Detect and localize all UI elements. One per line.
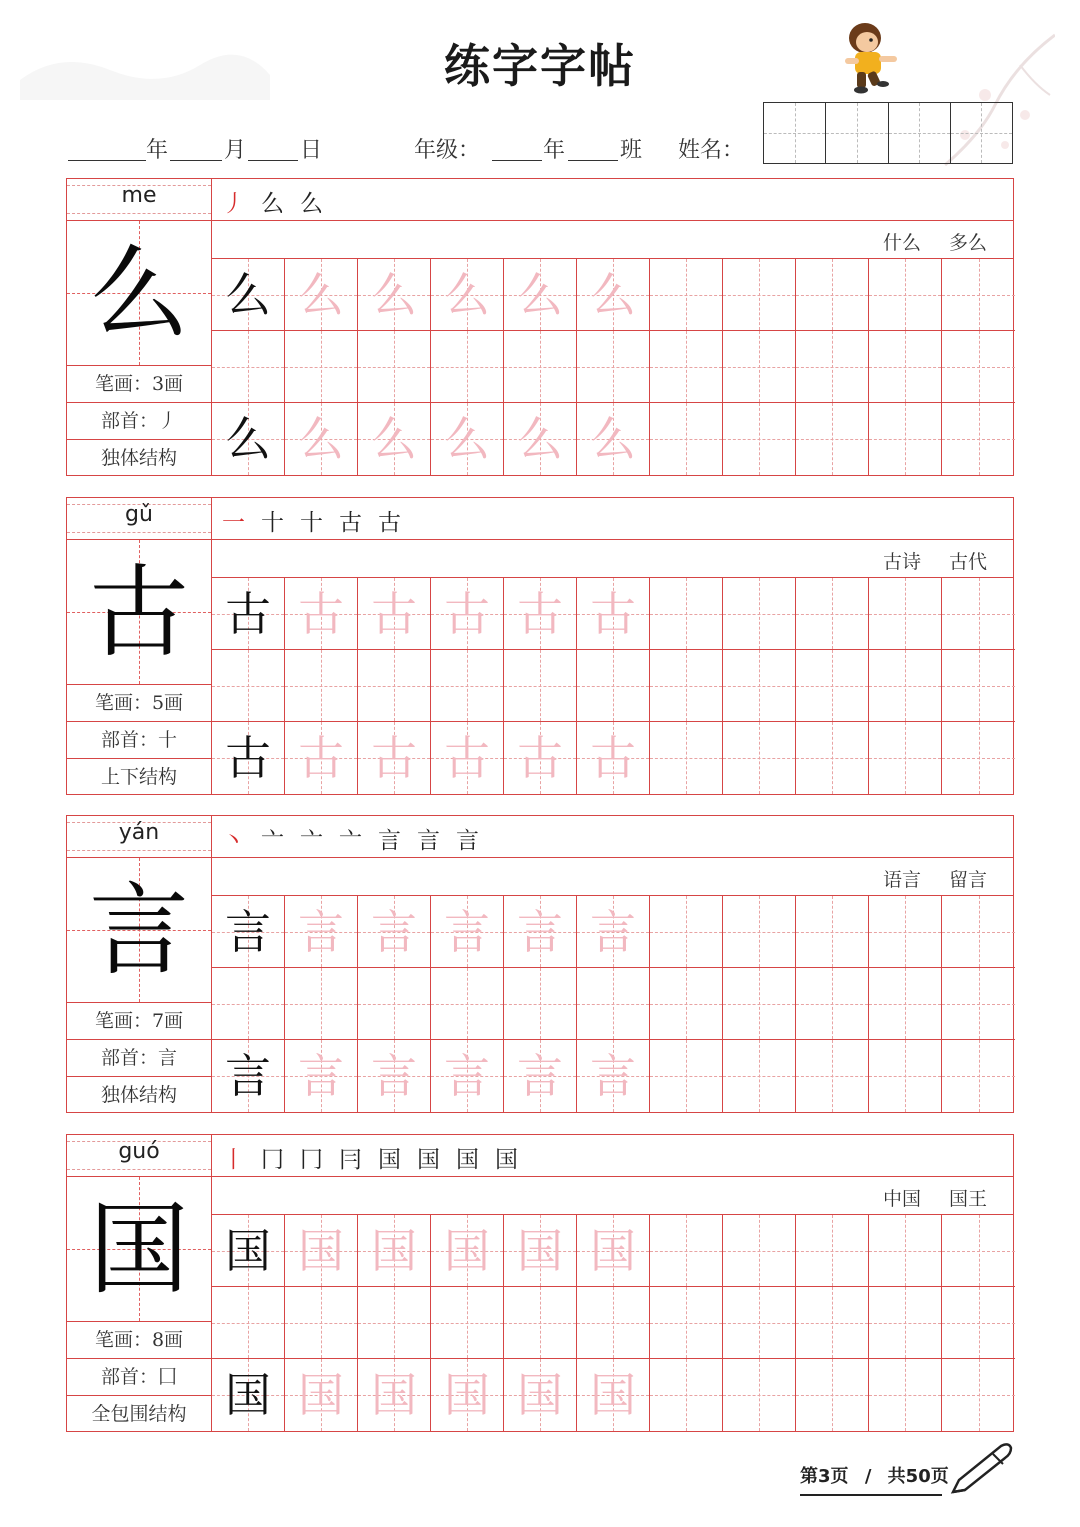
practice-cell[interactable] [942, 331, 1015, 403]
practice-cell[interactable] [942, 1287, 1015, 1359]
grade-year-blank[interactable] [492, 160, 542, 161]
practice-cell[interactable] [358, 1359, 431, 1431]
char-practice-block [66, 178, 1014, 476]
practice-cell[interactable] [796, 722, 869, 794]
practice-cell[interactable] [504, 1287, 577, 1359]
pinyin: yán [118, 820, 160, 845]
practice-cell[interactable] [869, 578, 942, 650]
practice-cell[interactable] [723, 1040, 796, 1112]
practice-cell[interactable] [431, 968, 504, 1040]
practice-cell[interactable] [358, 331, 431, 403]
trace-char: 国 [298, 1368, 344, 1422]
name-box[interactable] [951, 103, 1012, 163]
model-char: 国 [225, 1224, 271, 1278]
practice-cell[interactable] [650, 331, 723, 403]
practice-cell[interactable] [504, 1359, 577, 1431]
practice-cell[interactable] [723, 259, 796, 331]
practice-cell[interactable] [650, 403, 723, 475]
practice-cell[interactable] [285, 1040, 358, 1112]
big-char: 国 [89, 1191, 189, 1308]
trace-char: 么 [517, 412, 563, 466]
stroke-step: 古 [339, 510, 362, 536]
char-info-column [67, 816, 212, 1112]
practice-cell[interactable] [212, 1359, 285, 1431]
practice-cell[interactable] [285, 650, 358, 722]
practice-cell[interactable] [212, 403, 285, 475]
running-boy-illustration [835, 18, 905, 96]
trace-char: 国 [444, 1368, 490, 1422]
model-char: 国 [225, 1368, 271, 1422]
example-word: 语言 [882, 869, 921, 891]
char-practice-block [66, 1134, 1014, 1432]
stroke-order-row [212, 816, 1013, 858]
practice-cell[interactable] [358, 578, 431, 650]
practice-cell[interactable] [431, 1040, 504, 1112]
practice-cell[interactable] [358, 1215, 431, 1287]
trace-char: 么 [517, 268, 563, 322]
stroke-step: 言 [417, 828, 440, 854]
month-label: 月 [224, 138, 247, 163]
practice-cell[interactable] [504, 259, 577, 331]
practice-cell[interactable] [869, 1040, 942, 1112]
practice-cell[interactable] [577, 259, 650, 331]
practice-grid [212, 259, 1013, 475]
practice-cell[interactable] [869, 896, 942, 968]
practice-cell[interactable] [212, 722, 285, 794]
char-info-column [67, 1135, 212, 1431]
trace-char: 古 [590, 587, 636, 641]
example-words-row [212, 1177, 1013, 1215]
month-blank[interactable] [170, 160, 222, 161]
stroke-step: 么 [261, 191, 284, 217]
stroke-count: 笔画：8画 [67, 1322, 211, 1359]
practice-cell[interactable] [431, 259, 504, 331]
practice-cell[interactable] [358, 968, 431, 1040]
practice-cell[interactable] [431, 403, 504, 475]
practice-cell[interactable] [285, 1287, 358, 1359]
practice-cell[interactable] [358, 896, 431, 968]
practice-cell[interactable] [796, 259, 869, 331]
practice-cell[interactable] [942, 403, 1015, 475]
trace-char: 国 [444, 1224, 490, 1278]
practice-cell[interactable] [212, 1215, 285, 1287]
char-info-column [67, 498, 212, 794]
pinyin-cell [67, 179, 211, 221]
class-label: 班 [620, 138, 643, 163]
practice-cell[interactable] [212, 259, 285, 331]
practice-cell[interactable] [212, 896, 285, 968]
practice-cell[interactable] [869, 650, 942, 722]
model-char: 言 [225, 905, 271, 959]
trace-char: 国 [590, 1224, 636, 1278]
pinyin: gǔ [125, 502, 153, 527]
stroke-step: 国 [456, 1147, 479, 1173]
practice-cell[interactable] [796, 1040, 869, 1112]
trace-char: 国 [298, 1224, 344, 1278]
stroke-step: 一 [222, 510, 245, 536]
stroke-order-row [212, 498, 1013, 540]
practice-cell[interactable] [723, 331, 796, 403]
char-info-column [67, 179, 212, 475]
practice-cell[interactable] [650, 1215, 723, 1287]
ink-wash-decoration [20, 40, 270, 100]
year-label: 年 [146, 138, 169, 163]
trace-char: 古 [444, 587, 490, 641]
stroke-count: 笔画：7画 [67, 1003, 211, 1040]
big-char-cell [67, 858, 211, 1003]
trace-char: 言 [444, 905, 490, 959]
trace-char: 么 [371, 268, 417, 322]
pinyin-cell [67, 1135, 211, 1177]
practice-cell[interactable] [431, 1359, 504, 1431]
practice-cell[interactable] [650, 1359, 723, 1431]
practice-cell[interactable] [796, 403, 869, 475]
practice-cell[interactable] [723, 1215, 796, 1287]
practice-cell[interactable] [796, 331, 869, 403]
pen-icon [945, 1440, 1015, 1500]
practice-cell[interactable] [942, 1359, 1015, 1431]
practice-cell[interactable] [577, 968, 650, 1040]
practice-cell[interactable] [942, 968, 1015, 1040]
practice-cell[interactable] [504, 722, 577, 794]
practice-cell[interactable] [796, 650, 869, 722]
trace-char: 国 [590, 1368, 636, 1422]
practice-cell[interactable] [723, 896, 796, 968]
radical: 部首：十 [67, 722, 211, 759]
stroke-order-row [212, 179, 1013, 221]
current-page: 第3页 [800, 1466, 849, 1487]
stroke-step: 丿 [222, 191, 245, 217]
practice-cell[interactable] [212, 1287, 285, 1359]
practice-cell[interactable] [577, 1359, 650, 1431]
model-char: 言 [225, 1049, 271, 1103]
year-blank[interactable] [68, 160, 146, 161]
practice-cell[interactable] [504, 578, 577, 650]
structure: 全包围结构 [91, 1403, 187, 1425]
practice-cell[interactable] [942, 896, 1015, 968]
page-title: 练字字帖 [444, 39, 636, 93]
trace-char: 言 [298, 1049, 344, 1103]
trace-char: 古 [371, 587, 417, 641]
practice-cell[interactable] [942, 1040, 1015, 1112]
practice-cell[interactable] [796, 578, 869, 650]
practice-cell[interactable] [650, 722, 723, 794]
example-word: 古代 [948, 551, 987, 573]
trace-char: 古 [371, 731, 417, 785]
practice-cell[interactable] [504, 403, 577, 475]
trace-char: 古 [590, 731, 636, 785]
practice-cell[interactable] [431, 1287, 504, 1359]
pinyin: guó [118, 1139, 160, 1164]
practice-cell[interactable] [285, 722, 358, 794]
practice-cell[interactable] [504, 896, 577, 968]
trace-char: 古 [517, 587, 563, 641]
practice-cell[interactable] [358, 1040, 431, 1112]
practice-cell[interactable] [577, 1287, 650, 1359]
practice-cell[interactable] [650, 1287, 723, 1359]
trace-char: 么 [444, 412, 490, 466]
practice-cell[interactable] [942, 1215, 1015, 1287]
practice-cell[interactable] [577, 650, 650, 722]
practice-cell[interactable] [942, 722, 1015, 794]
practice-cell[interactable] [869, 259, 942, 331]
example-word: 中国 [882, 1188, 921, 1210]
practice-cell[interactable] [869, 331, 942, 403]
stroke-step: 丶 [222, 828, 245, 854]
stroke-count: 笔画：5画 [67, 685, 211, 722]
practice-cell[interactable] [212, 968, 285, 1040]
practice-cell[interactable] [431, 650, 504, 722]
practice-cell[interactable] [358, 259, 431, 331]
name-box[interactable] [889, 103, 951, 163]
practice-cell[interactable] [723, 403, 796, 475]
trace-char: 言 [517, 905, 563, 959]
char-practice-block [66, 815, 1014, 1113]
stroke-order-row [212, 1135, 1013, 1177]
footer-underline [800, 1494, 942, 1496]
model-char: 古 [225, 731, 271, 785]
stroke-step: 十 [261, 510, 284, 536]
name-input-boxes [763, 102, 1013, 164]
trace-char: 言 [298, 905, 344, 959]
practice-grid [212, 896, 1013, 1112]
trace-char: 言 [590, 1049, 636, 1103]
practice-cell[interactable] [650, 259, 723, 331]
practice-cell[interactable] [869, 1287, 942, 1359]
practice-cell[interactable] [504, 968, 577, 1040]
day-label: 日 [300, 138, 323, 163]
trace-char: 言 [371, 905, 417, 959]
pinyin-cell [67, 498, 211, 540]
example-word: 国王 [948, 1188, 987, 1210]
practice-cell[interactable] [431, 896, 504, 968]
trace-char: 么 [298, 268, 344, 322]
stroke-step: 冂 [261, 1147, 284, 1173]
pinyin: me [121, 183, 157, 208]
trace-char: 言 [517, 1049, 563, 1103]
practice-cell[interactable] [723, 1287, 796, 1359]
practice-cell[interactable] [650, 650, 723, 722]
practice-cell[interactable] [577, 722, 650, 794]
char-practice-block [66, 497, 1014, 795]
practice-cell[interactable] [212, 650, 285, 722]
practice-cell[interactable] [942, 650, 1015, 722]
big-char-cell [67, 221, 211, 366]
practice-cell[interactable] [285, 1215, 358, 1287]
example-word: 多么 [948, 232, 987, 254]
practice-cell[interactable] [285, 578, 358, 650]
practice-cell[interactable] [723, 578, 796, 650]
trace-char: 么 [371, 412, 417, 466]
day-blank[interactable] [248, 160, 298, 161]
practice-cell[interactable] [504, 331, 577, 403]
practice-grid [212, 578, 1013, 794]
practice-grid [212, 1215, 1013, 1431]
trace-char: 国 [517, 1368, 563, 1422]
structure: 独体结构 [100, 1084, 177, 1106]
practice-cell[interactable] [577, 1215, 650, 1287]
page-indicator [800, 1462, 949, 1488]
practice-cell[interactable] [650, 578, 723, 650]
practice-cell[interactable] [212, 578, 285, 650]
practice-cell[interactable] [358, 722, 431, 794]
practice-cell[interactable] [285, 896, 358, 968]
example-words-row [212, 858, 1013, 896]
example-word: 古诗 [882, 551, 921, 573]
radical: 部首：囗 [67, 1359, 211, 1396]
practice-cell[interactable] [285, 1359, 358, 1431]
practice-cell[interactable] [869, 722, 942, 794]
stroke-step: 亠 [339, 828, 362, 854]
practice-cell[interactable] [869, 1215, 942, 1287]
practice-cell[interactable] [723, 968, 796, 1040]
practice-cell[interactable] [285, 331, 358, 403]
trace-char: 古 [298, 587, 344, 641]
stroke-step: 亠 [261, 828, 284, 854]
trace-char: 古 [444, 731, 490, 785]
trace-char: 么 [590, 268, 636, 322]
big-char-cell [67, 540, 211, 685]
stroke-step: 国 [378, 1147, 401, 1173]
practice-cell[interactable] [796, 1359, 869, 1431]
big-char: 么 [89, 235, 189, 352]
example-word: 留言 [948, 869, 987, 891]
big-char: 言 [89, 872, 189, 989]
practice-cell[interactable] [285, 259, 358, 331]
trace-char: 言 [444, 1049, 490, 1103]
stroke-step: 亠 [300, 828, 323, 854]
page-separator: / [864, 1466, 872, 1487]
practice-cell[interactable] [650, 1040, 723, 1112]
practice-cell[interactable] [285, 403, 358, 475]
pinyin-cell [67, 816, 211, 858]
practice-cell[interactable] [577, 578, 650, 650]
stroke-step: 国 [495, 1147, 518, 1173]
stroke-step: 国 [417, 1147, 440, 1173]
grade-label: 年级： [414, 138, 481, 163]
practice-cell[interactable] [650, 896, 723, 968]
model-char: 么 [225, 412, 271, 466]
stroke-step: 言 [456, 828, 479, 854]
practice-cell[interactable] [431, 578, 504, 650]
total-pages: 共50页 [887, 1466, 949, 1487]
trace-char: 古 [298, 731, 344, 785]
trace-char: 国 [371, 1368, 417, 1422]
practice-cell[interactable] [504, 650, 577, 722]
practice-cell[interactable] [796, 1215, 869, 1287]
trace-char: 么 [444, 268, 490, 322]
practice-cell[interactable] [796, 1287, 869, 1359]
name-box[interactable] [826, 103, 888, 163]
practice-cell[interactable] [869, 968, 942, 1040]
class-blank[interactable] [568, 160, 618, 161]
model-char: 古 [225, 587, 271, 641]
big-char: 古 [89, 554, 189, 671]
stroke-step: 冂 [300, 1147, 323, 1173]
practice-cell[interactable] [504, 1040, 577, 1112]
practice-cell[interactable] [577, 1040, 650, 1112]
trace-char: 言 [371, 1049, 417, 1103]
stroke-step: 冃 [339, 1147, 362, 1173]
practice-cell[interactable] [723, 650, 796, 722]
big-char-cell [67, 1177, 211, 1322]
stroke-step: 丨 [222, 1147, 245, 1173]
trace-char: 么 [590, 412, 636, 466]
stroke-step: 言 [378, 828, 401, 854]
name-box[interactable] [764, 103, 826, 163]
example-words-row [212, 221, 1013, 259]
practice-cell[interactable] [358, 1287, 431, 1359]
practice-cell[interactable] [431, 331, 504, 403]
practice-cell[interactable] [431, 722, 504, 794]
practice-cell[interactable] [723, 1359, 796, 1431]
trace-char: 国 [371, 1224, 417, 1278]
example-word: 什么 [882, 232, 921, 254]
practice-cell[interactable] [358, 650, 431, 722]
trace-char: 国 [517, 1224, 563, 1278]
trace-char: 言 [590, 905, 636, 959]
practice-cell[interactable] [577, 403, 650, 475]
practice-cell[interactable] [577, 331, 650, 403]
practice-cell[interactable] [650, 968, 723, 1040]
name-label: 姓名： [678, 138, 745, 163]
stroke-step: 古 [378, 510, 401, 536]
practice-cell[interactable] [942, 578, 1015, 650]
trace-char: 古 [517, 731, 563, 785]
stroke-step: 十 [300, 510, 323, 536]
grade-year-label: 年 [543, 138, 566, 163]
practice-cell[interactable] [504, 1215, 577, 1287]
practice-cell[interactable] [577, 896, 650, 968]
stroke-count: 笔画：3画 [67, 366, 211, 403]
stroke-step: 么 [300, 191, 323, 217]
structure: 独体结构 [100, 447, 177, 469]
practice-cell[interactable] [285, 968, 358, 1040]
practice-cell[interactable] [869, 1359, 942, 1431]
practice-cell[interactable] [796, 896, 869, 968]
structure: 上下结构 [100, 766, 177, 788]
practice-cell[interactable] [212, 331, 285, 403]
practice-cell[interactable] [942, 259, 1015, 331]
practice-cell[interactable] [212, 1040, 285, 1112]
trace-char: 么 [298, 412, 344, 466]
practice-cell[interactable] [358, 403, 431, 475]
radical: 部首：言 [67, 1040, 211, 1077]
radical: 部首：丿 [67, 403, 211, 440]
practice-cell[interactable] [723, 722, 796, 794]
model-char: 么 [225, 268, 271, 322]
practice-cell[interactable] [869, 403, 942, 475]
practice-cell[interactable] [796, 968, 869, 1040]
example-words-row [212, 540, 1013, 578]
practice-cell[interactable] [431, 1215, 504, 1287]
